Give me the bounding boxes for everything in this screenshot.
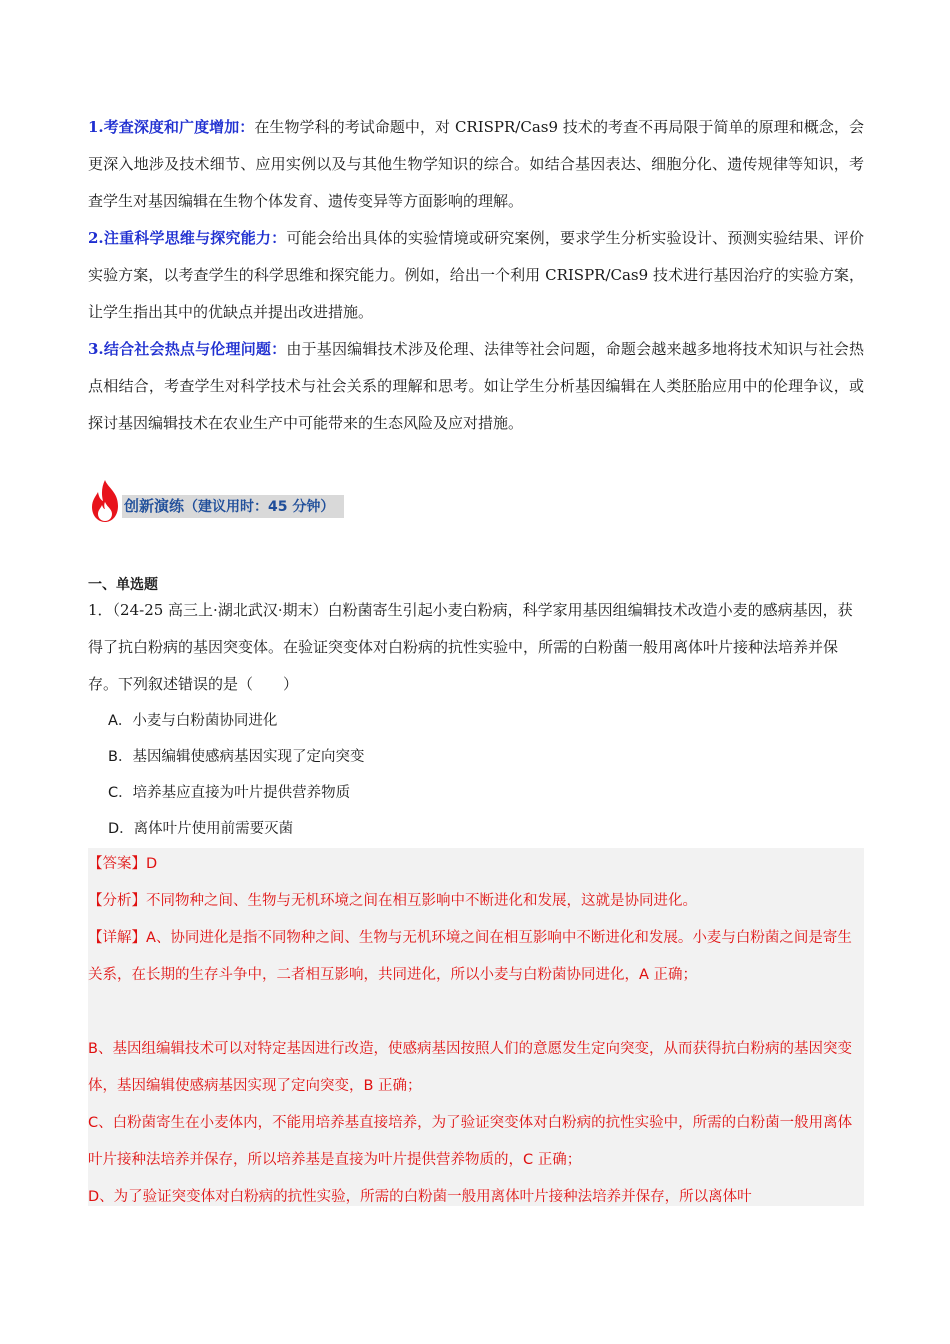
point-2-label: 2.注重科学思维与探究能力：: [88, 229, 287, 247]
detail-c: C、白粉菌寄生在小麦体内，不能用培养基直接培养，为了验证突变体对白粉病的抗性实验中，所需的白粉菌一般用离体叶片接种法培养并保存，所以培养基是直接为叶片提供营养物质的，C 正确；: [88, 1115, 853, 1168]
point-2: [88, 220, 864, 331]
point-3-text: 由于基因编辑技术涉及伦理、法律等社会问题，命题会越来越多地将技术知识与社会热点相结合，考查学生对科学技术与社会关系的理解和思考。如让学生分析基因编辑在人类胚胎应用中的伦理争议，或探讨基因编辑技术在农业生产中可能带来的生态风险及应对措施。: [88, 340, 864, 432]
point-1-label: 1.考查深度和广度增加：: [88, 118, 255, 136]
point-3-label: 3.结合社会热点与伦理问题：: [88, 340, 287, 358]
detail-a: 【详解】A、协同进化是指不同物种之间、生物与无机环境之间在相互影响中不断进化和发展。小麦与白粉菌之间是寄生关系，在长期的生存斗争中，二者相互影响，共同进化，所以小麦与白粉菌协同进化，A 正确；: [88, 930, 852, 983]
detail-d: D、为了验证突变体对白粉病的抗性实验，所需的白粉菌一般用离体叶片接种法培养并保存，所以离体叶: [88, 1189, 752, 1205]
practice-banner: [88, 478, 388, 528]
banner-title: 创新演练: [124, 497, 185, 515]
point-1: [88, 109, 864, 220]
option-b: B．基因编辑使感病基因实现了定向突变: [108, 749, 365, 765]
answer-line: 【答案】D: [88, 856, 158, 872]
detail-b: B、基因组编辑技术可以对特定基因进行改造，使感病基因按照人们的意愿发生定向突变，从而获得抗白粉病的基因突变体，基因编辑使感病基因实现了定向突变，B 正确；: [88, 1041, 852, 1094]
point-1-text: 在生物学科的考试命题中，对 CRISPR/Cas9 技术的考查不再局限于简单的原理和概念，会更深入地涉及技术细节、应用实例以及与其他生物学知识的综合。如结合基因表达、细胞分化、遗传规律等知识，考查学生对基因编辑在生物个体发育、遗传变异等方面影响的理解。: [88, 118, 864, 210]
analysis-line: 【分析】不同物种之间、生物与无机环境之间在相互影响中不断进化和发展，这就是协同进化。: [88, 893, 697, 909]
option-c: C．培养基应直接为叶片提供营养物质: [108, 785, 351, 801]
banner-label: [122, 495, 344, 518]
question-stem: 1．（24-25 高三上·湖北武汉·期末）白粉菌寄生引起小麦白粉病，科学家用基因组编辑技术改造小麦的感病基因，获得了抗白粉病的基因突变体。在验证突变体对白粉病的抗性实验中，所需的白粉菌一般用离体叶片接种法培养并保存。下列叙述错误的是（ ）: [88, 601, 853, 693]
banner-subtitle: （建议用时：45 分钟）: [184, 499, 335, 515]
flame-icon: [88, 478, 122, 524]
section-heading: 一、单选题: [88, 577, 158, 593]
option-a: A．小麦与白粉菌协同进化: [108, 713, 278, 729]
option-d: D．离体叶片使用前需要灭菌: [108, 821, 294, 837]
point-3: [88, 331, 864, 442]
point-2-text: 可能会给出具体的实验情境或研究案例，要求学生分析实验设计、预测实验结果、评价实验方案，以考查学生的科学思维和探究能力。例如，给出一个利用 CRISPR/Cas9 技术进行基因治疗的实验方案，让学生指出其中的优缺点并提出改进措施。: [88, 229, 864, 321]
